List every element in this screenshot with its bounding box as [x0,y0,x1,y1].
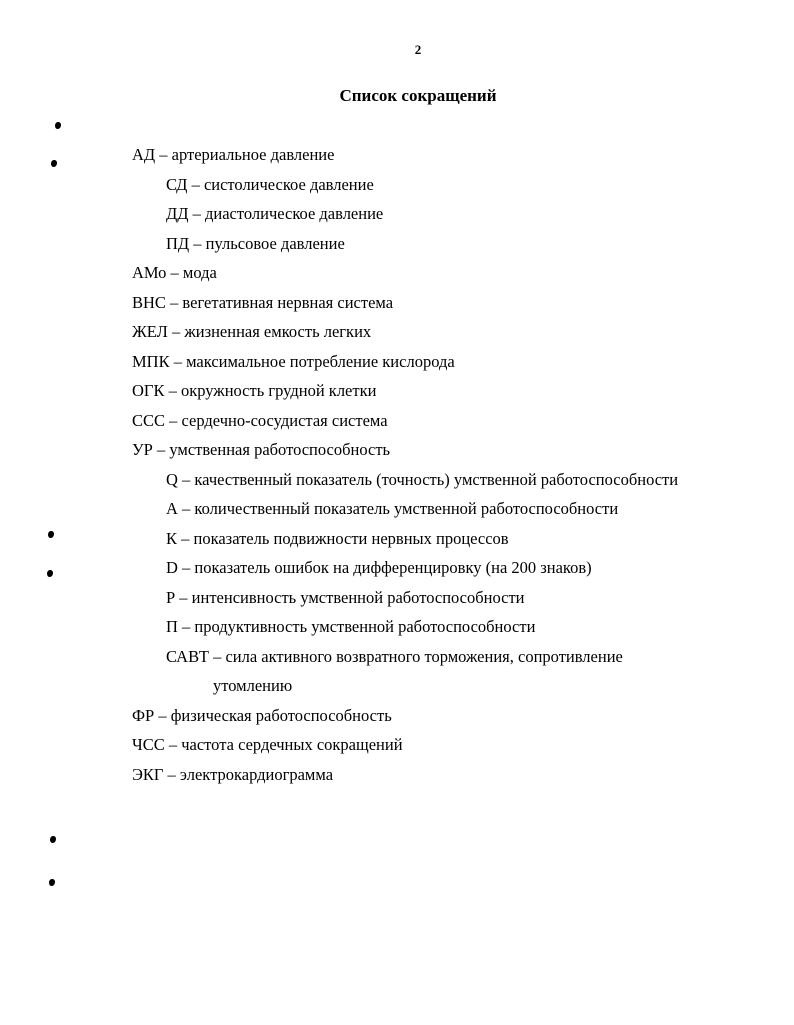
abbreviation-entry: ФР – физическая работоспособность [132,706,392,725]
abbreviation-entry: СД – систолическое давление [166,175,374,194]
scan-mark [47,570,53,577]
abbreviation-entry: АМо – мода [132,263,217,282]
abbreviation-entry: ОГК – окружность грудной клетки [132,381,377,400]
abbreviation-entry-continuation: утомлению [213,676,293,695]
abbreviation-entry: ПД – пульсовое давление [166,234,345,253]
abbreviation-entry: ЧСС – частота сердечных сокращений [132,735,403,754]
scan-mark [49,879,55,886]
abbreviation-entry: П – продуктивность умственной работоспособности [166,617,536,636]
abbreviation-entry: ВНС – вегетативная нервная система [132,293,394,312]
abbreviation-entry: САВТ – сила активного возвратного торможения, сопротивление [166,647,623,666]
scan-mark [55,122,61,129]
scan-mark [48,531,54,538]
abbreviation-entry: Р – интенсивность умственной работоспособности [166,588,525,607]
page-number: 2 [414,42,422,57]
scan-mark [51,160,57,167]
abbreviation-entry: ЖЕЛ – жизненная емкость легких [132,322,372,341]
abbreviation-entry: К – показатель подвижности нервных процессов [166,529,509,548]
page-title: Список сокращений [339,86,497,105]
abbreviation-entry: МПК – максимальное потребление кислорода [132,352,455,371]
abbreviation-entry: ЭКГ – электрокардиограмма [132,765,334,784]
abbreviation-entry: Q – качественный показатель (точность) умственной работоспособности [166,470,679,489]
abbreviation-entry: D – показатель ошибок на дифференцировку (на 200 знаков) [166,558,592,577]
abbreviation-entry: АД – артериальное давление [132,145,335,164]
abbreviation-entry: А – количественный показатель умственной работоспособности [166,499,619,518]
abbreviation-entry: ДД – диастолическое давление [166,204,384,223]
scan-mark [50,836,56,843]
abbreviation-entry: УР – умственная работоспособность [132,440,391,459]
abbreviation-entry: ССС – сердечно-сосудистая система [132,411,388,430]
